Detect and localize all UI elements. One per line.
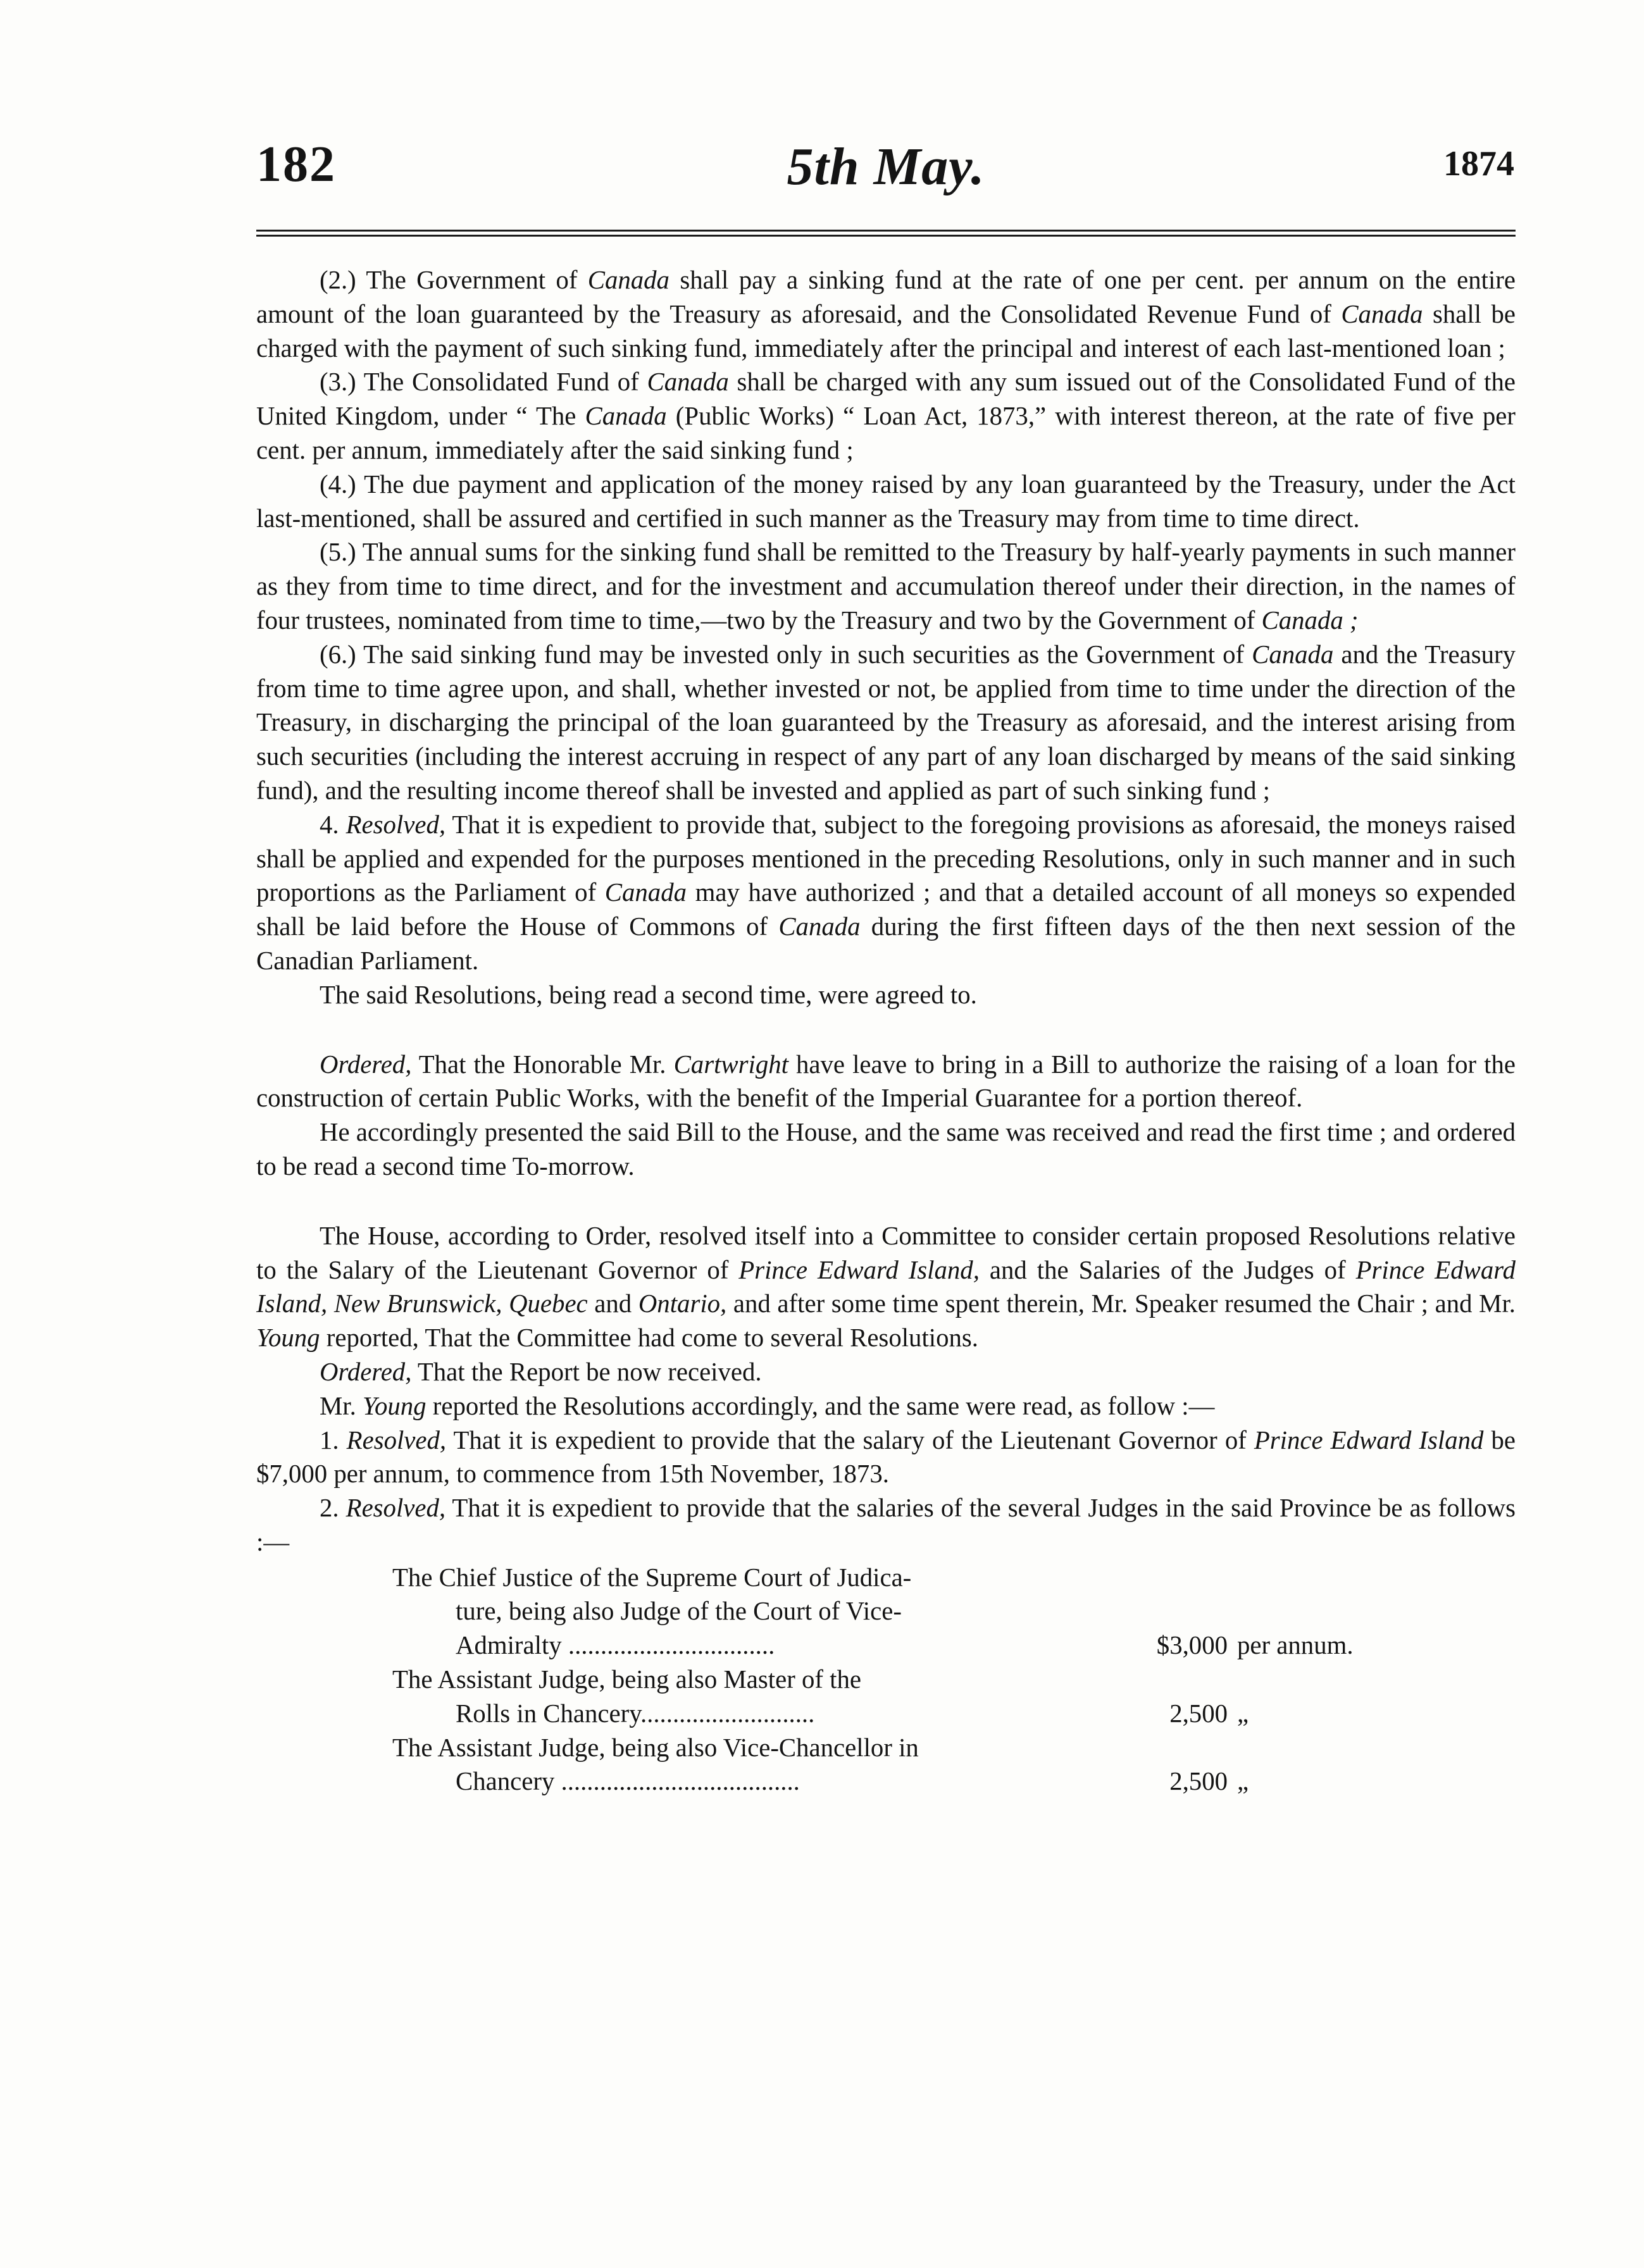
journal-body: [256, 263, 1516, 1559]
italic-run: Resolved,: [346, 1425, 447, 1454]
salary-office-line: Admiralty ................................: [456, 1631, 775, 1660]
italic-run: Canada ;: [1261, 605, 1359, 635]
paragraph: The House, according to Order, resolved itself into a Committee to consider certain proposed Resolutions relative to the Salary of the Lieutenant Governor of Prince Edward Island, and the Salaries of the Judges of Prince Edward Island, New Brunswick, Quebec and Ontario, and after some time spent therein, Mr. Speaker resumed the Chair ; and Mr. Young reported, That the Committee had come to several Resolutions.: [256, 1221, 1516, 1353]
page-number: 182: [256, 137, 336, 192]
italic-run: Prince Edward Island: [1254, 1425, 1484, 1454]
italic-run: Young: [256, 1323, 320, 1353]
page-date: 5th May.: [787, 137, 985, 196]
paragraph: The said Resolutions, being read a second time, were agreed to.: [320, 980, 977, 1009]
paragraph: He accordingly presented the said Bill to the House, and the same was received and read the first time ; and ordered to be read a second time To-morrow.: [256, 1118, 1516, 1180]
salary-unit: per annum.: [1237, 1631, 1354, 1660]
salary-office-line: Chancery .....................................: [456, 1767, 800, 1796]
salary-row: [256, 1731, 1516, 1799]
page-header: [256, 136, 1516, 206]
salary-office-line: The Assistant Judge, being also Vice-Chancellor in: [392, 1733, 919, 1762]
salary-office: [392, 1731, 1114, 1799]
salary-amount: $3,000: [1156, 1631, 1228, 1660]
italic-run: Resolved,: [346, 810, 446, 839]
italic-run: Ordered,: [320, 1050, 412, 1079]
paragraph: (5.) The annual sums for the sinking fund shall be remitted to the Treasury by half-yearly payments in such manner as they from time to time direct, and for the investment and accumulation thereof under their direction, in the names of four trustees, nominated from time to time,—two by the Treasury and two by the Government of Canada ;: [256, 538, 1516, 635]
paragraph: 1. Resolved, That it is expedient to provide that the salary of the Lieutenant Governor of Prince Edward Island be $7,000 per annum, to commence from 15th November, 1873.: [256, 1425, 1516, 1489]
italic-run: Young: [363, 1391, 427, 1420]
italic-run: Canada: [1341, 299, 1423, 328]
paragraph: (4.) The due payment and application of the money raised by any loan guaranteed by the Treasury, under the Act last-mentioned, shall be assured and certified in such manner as the Treasury may from time to time direct.: [256, 469, 1516, 533]
italic-run: Canada: [778, 912, 861, 941]
italic-run: Prince Edward Island, New Brunswick, Quebec: [256, 1255, 1516, 1318]
salary-office-line: The Assistant Judge, being also Master of the: [392, 1665, 862, 1694]
salary-unit: „: [1237, 1767, 1249, 1796]
paragraph: 2. Resolved, That it is expedient to provide that the salaries of the several Judges in the said Province be as follows :—: [256, 1494, 1516, 1556]
italic-run: Ordered,: [320, 1357, 412, 1386]
page-year: 1874: [1443, 144, 1514, 183]
paragraph: Ordered, That the Report be now received.: [320, 1357, 762, 1386]
journal-page: [256, 136, 1516, 1799]
salary-office-line: Rolls in Chancery...........................: [456, 1699, 815, 1728]
paragraph: (2.) The Government of Canada shall pay a sinking fund at the rate of one per cent. per annum on the entire amount of the loan guaranteed by the Treasury as aforesaid, and the Consolidated Revenue Fund of Canada shall be charged with the payment of such sinking fund, immediately after the principal and interest of each last-mentioned loan ;: [256, 266, 1516, 363]
paragraph: Ordered, That the Honorable Mr. Cartwright have leave to bring in a Bill to authorize the raising of a loan for the construction of certain Public Works, with the benefit of the Imperial Guarantee for a portion thereof.: [256, 1050, 1516, 1113]
salary-amount: 2,500: [1169, 1699, 1228, 1728]
italic-run: Canada: [604, 878, 687, 907]
salary-amount: 2,500: [1169, 1767, 1228, 1796]
italic-run: Canada: [585, 402, 667, 431]
salary-office: [392, 1663, 1114, 1731]
paragraph: Mr. Young reported the Resolutions accordingly, and the same were read, as follow :—: [320, 1391, 1215, 1420]
salary-row: [256, 1663, 1516, 1731]
italic-run: Resolved,: [346, 1494, 446, 1523]
header-rule: [256, 230, 1516, 237]
italic-run: Prince Edward Island,: [738, 1255, 980, 1284]
italic-run: Cartwright: [673, 1050, 788, 1079]
italic-run: Canada: [647, 368, 729, 397]
salary-office: [392, 1561, 1114, 1663]
italic-run: Ontario,: [638, 1289, 727, 1318]
paragraph: (3.) The Consolidated Fund of Canada shall be charged with any sum issued out of the Consolidated Fund of the United Kingdom, under “ The Canada (Public Works) “ Loan Act, 1873,” with interest thereon, at the rate of five per cent. per annum, immediately after the said sinking fund ;: [256, 368, 1516, 464]
salary-row: [256, 1561, 1516, 1663]
salary-unit: „: [1237, 1699, 1249, 1728]
salary-office-line: ture, being also Judge of the Court of Vice-: [456, 1597, 902, 1626]
italic-run: Canada: [587, 266, 669, 294]
paragraph: 4. Resolved, That it is expedient to provide that, subject to the foregoing provisions as aforesaid, the moneys raised shall be applied and expended for the purposes mentioned in the preceding Resolutions, only in such manner and in such proportions as the Parliament of Canada may have authorized ; and that a detailed account of all moneys so expended shall be laid before the House of Commons of Canada during the first fifteen days of the then next session of the Canadian Parliament.: [256, 810, 1516, 975]
paragraph: (6.) The said sinking fund may be invested only in such securities as the Government of Canada and the Treasury from time to time agree upon, and shall, whether invested or not, be applied from time to time under the direction of the Treasury, in discharging the principal of the loan guaranteed by the Treasury as aforesaid, and the interest arising from such securities (including the interest accruing in respect of any part of any loan discharged by means of the said sinking fund), and the resulting income thereof shall be invested and applied as part of such sinking fund ;: [256, 640, 1516, 805]
salary-office-line: The Chief Justice of the Supreme Court of Judica-: [392, 1563, 912, 1592]
italic-run: Canada: [1252, 640, 1334, 669]
salary-schedule: [256, 1561, 1516, 1799]
